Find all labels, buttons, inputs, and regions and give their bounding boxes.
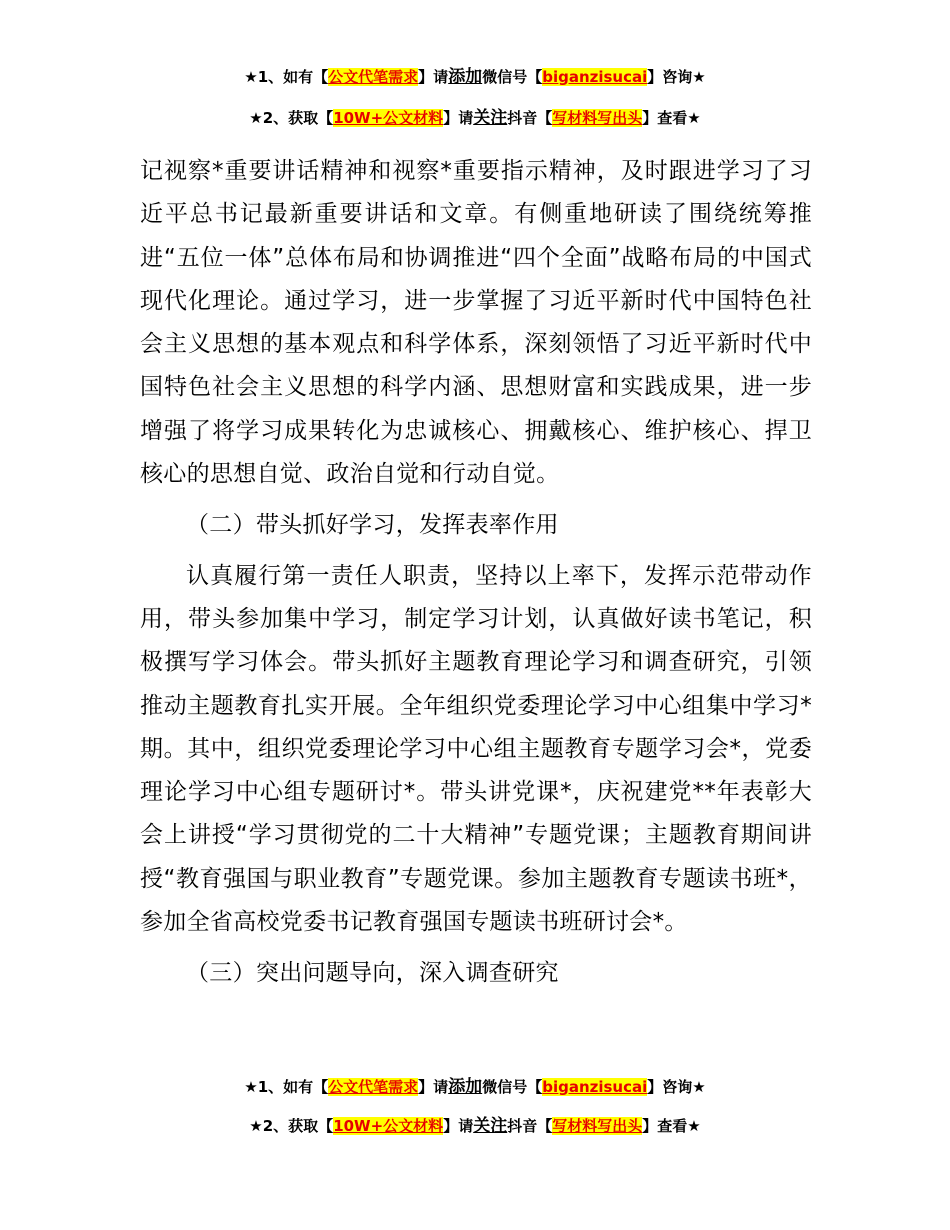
promo-text: 】请 [418,68,449,86]
promo-highlight-materials: 10W+公文材料 [333,1117,444,1135]
promo-emphasis-add: 添加 [448,1077,483,1097]
paragraph-lead-by-example: 认真履行第一责任人职责，坚持以上率下，发挥示范带动作用，带头参加集中学习，制定学习计划，认真做好读书笔记，积极撰写学习体会。带头抓好主题教育理论学习和调查研究，引领推动主题教育扎实开展。全年组织党委理论学习中心组集中学习*期。其中，组织党委理论学习中心组主题教育专题学习会*，党委理论学习中心组专题研讨*。带头讲党课*，庆祝建党**年表彰大会上讲授“学习贯彻党的二十大精神”专题党课；主题教育期间讲授“教育强国与职业教育”专题党课。参加主题教育专题读书班*，参加全省高校党委书记教育强国专题读书班研讨会*。 [140,562,812,936]
promo-prefix: ★1、如有【 [244,1078,329,1096]
promo-text: 抖音【 [507,1117,553,1135]
promo-prefix: ★1、如有【 [244,68,329,86]
footer-promo-line-2 [0,1115,950,1137]
header-promo-line-2 [0,107,950,129]
promo-douyin-account: 写材料写出头 [552,1117,643,1135]
paragraph-study-continuation: 记视察*重要讲话精神和视察*重要指示精神，及时跟进学习了习近平总书记最新重要讲话和文章。有侧重地研读了围绕统筹推进“五位一体”总体布局和协调推进“四个全面”战略布局的中国式现代化理论。通过学习，进一步掌握了习近平新时代中国特色社会主义思想的基本观点和科学体系，深刻领悟了习近平新时代中国特色社会主义思想的科学内涵、思想财富和实践成果，进一步增强了将学习成果转化为忠诚核心、拥戴核心、维护核心、捍卫核心的思想自觉、政治自觉和行动自觉。 [140,158,812,488]
promo-text: 微信号【 [482,1078,543,1096]
promo-emphasis-follow: 关注 [473,1116,508,1136]
promo-highlight-ghostwriting: 公文代笔需求 [328,1078,419,1096]
promo-suffix: 】咨询★ [647,1078,706,1096]
section-heading-3: （三）突出问题导向，深入调查研究 [186,960,559,987]
promo-highlight-materials: 10W+公文材料 [333,109,444,127]
promo-wechat-id: biganzisucai [542,68,648,86]
promo-emphasis-add: 添加 [448,67,483,87]
promo-highlight-ghostwriting: 公文代笔需求 [328,68,419,86]
promo-text: 】请 [443,1117,474,1135]
promo-text: 抖音【 [507,109,553,127]
promo-suffix: 】查看★ [642,1117,701,1135]
footer-promo-line-1 [0,1076,950,1098]
promo-prefix: ★2、获取【 [249,1117,334,1135]
promo-text: 】请 [443,109,474,127]
promo-text: 】请 [418,1078,449,1096]
promo-douyin-account: 写材料写出头 [552,109,643,127]
promo-emphasis-follow: 关注 [473,108,508,128]
document-body [140,150,812,1003]
promo-prefix: ★2、获取【 [249,109,334,127]
promo-suffix: 】咨询★ [647,68,706,86]
promo-text: 微信号【 [482,68,543,86]
section-heading-2: （二）带头抓好学习，发挥表率作用 [186,512,559,539]
promo-suffix: 】查看★ [642,109,701,127]
header-promo-line-1 [0,66,950,88]
promo-wechat-id: biganzisucai [542,1078,648,1096]
